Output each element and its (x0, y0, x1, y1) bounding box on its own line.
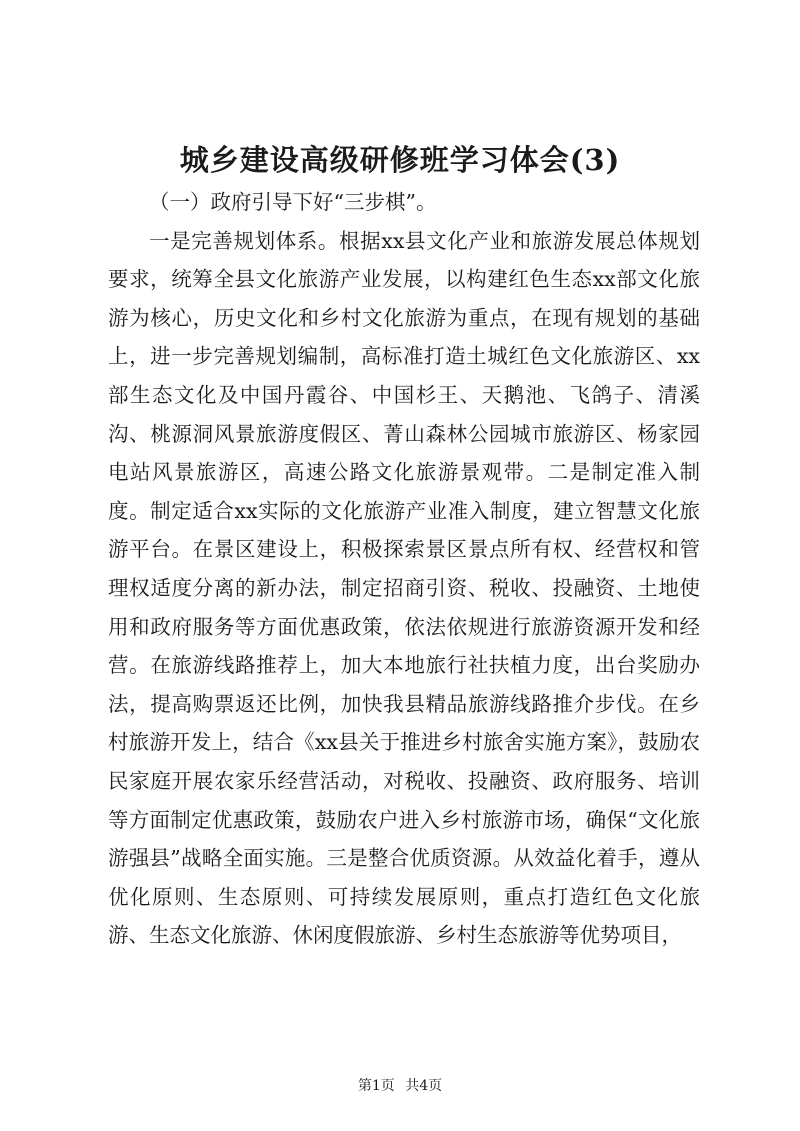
body-paragraph: 一是完善规划体系。根据xx县文化产业和旅游发展总体规划要求，统筹全县文化旅游产业发展，以构建红色生态xx部文化旅游为核心，历史文化和乡村文化旅游为重点，在现有规划的基础上，进一步完善规划编制，高标准打造土城红色文化旅游区、xx部生态文化及中国丹霞谷、中国杉王、天鹅池、飞鸽子、清溪沟、桃源洞风景旅游度假区、菁山森林公园城市旅游区、杨家园电站风景旅游区，高速公路文化旅游景观带。二是制定准入制度。制定适合xx实际的文化旅游产业准入制度，建立智慧文化旅游平台。在景区建设上，积极探索景区景点所有权、经营权和管理权适度分离的新办法，制定招商引资、税收、投融资、土地使用和政府服务等方面优惠政策，依法依规进行旅游资源开发和经营。在旅游线路推荐上，加大本地旅行社扶植力度，出台奖励办法，提高购票返还比例，加快我县精品旅游线路推介步伐。在乡村旅游开发上，结合《xx县关于推进乡村旅舍实施方案》，鼓励农民家庭开展农家乐经营活动，对税收、投融资、政府服务、培训等方面制定优惠政策，鼓励农户进入乡村旅游市场，确保“文化旅游强县”战略全面实施。三是整合优质资源。从效益化着手，遵从优化原则、生态原则、可持续发展原则，重点打造红色文化旅游、生态文化旅游、休闲度假旅游、乡村生态旅游等优势项目， (108, 228, 700, 948)
section-heading: （一）政府引导下好“三步棋”。 (149, 190, 437, 214)
page-total: 共4页 (405, 1078, 443, 1094)
page-footer (0, 1076, 800, 1096)
page-number: 第1页 (357, 1078, 395, 1094)
document-title: 城乡建设高级研修班学习体会(3) (179, 143, 621, 177)
document-body (108, 183, 700, 955)
